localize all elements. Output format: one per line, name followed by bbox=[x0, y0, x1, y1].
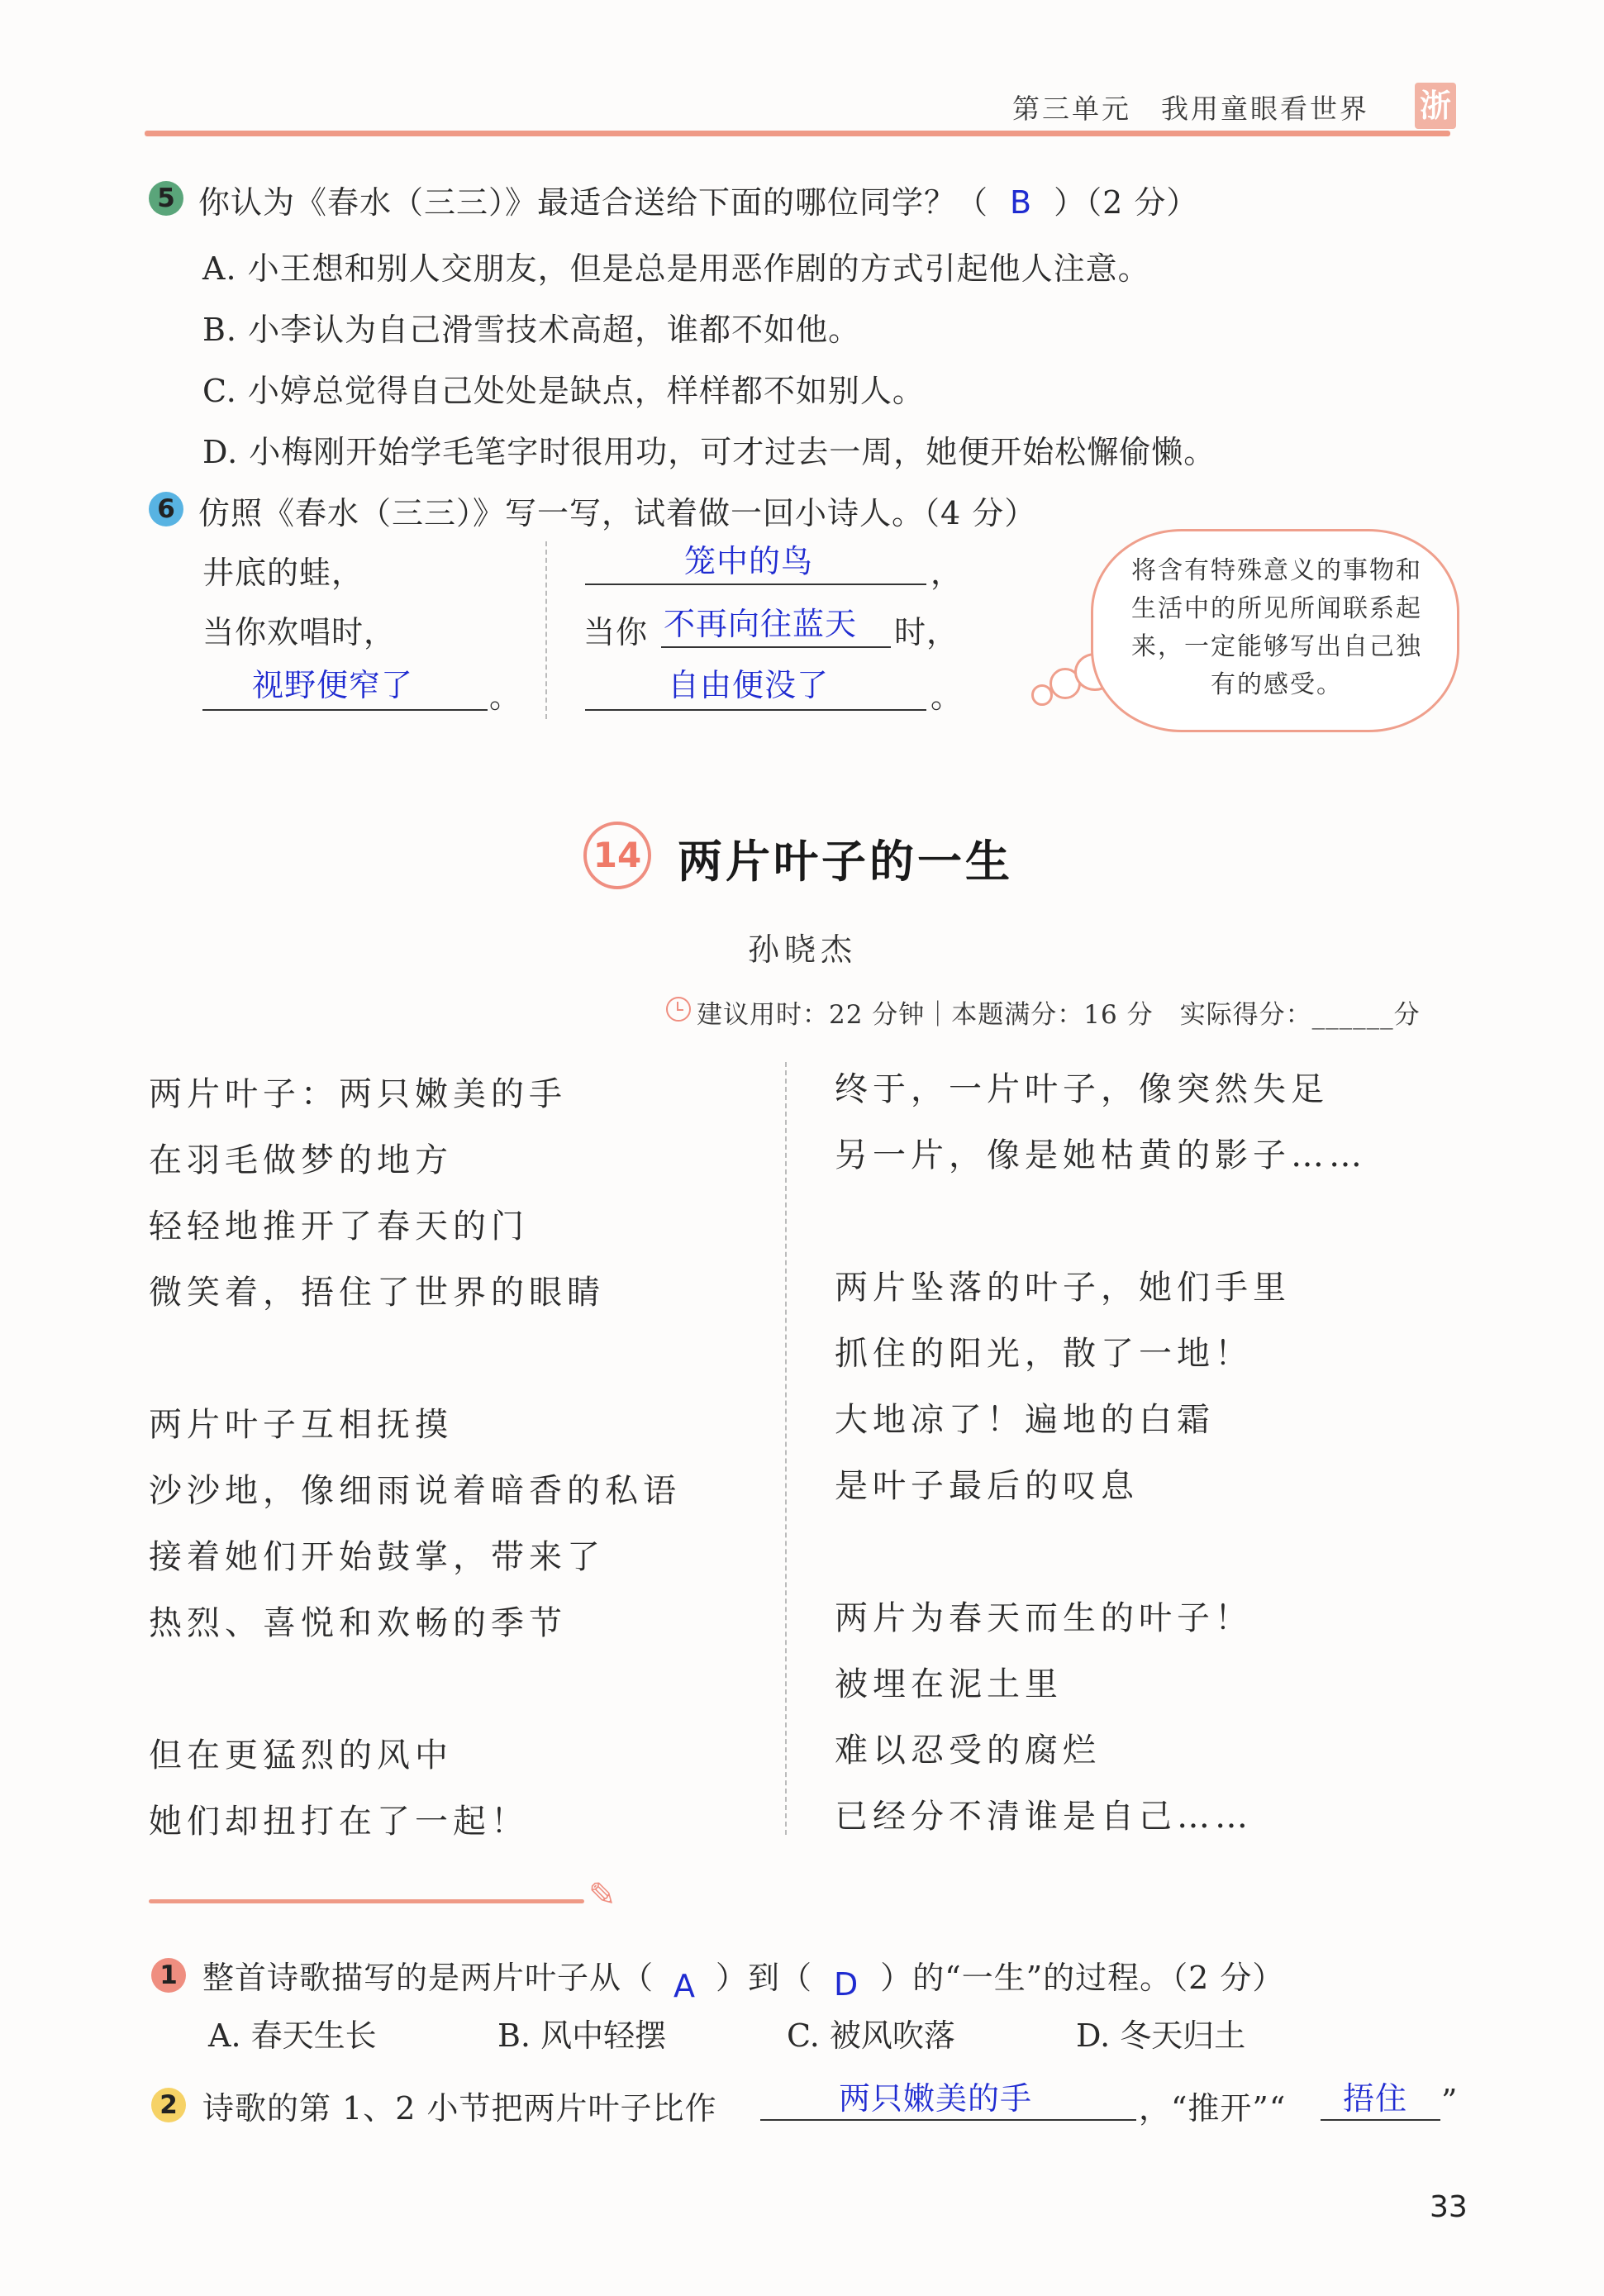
q2-answer-1: 两只嫩美的手 bbox=[839, 2080, 1033, 2117]
q1-option-c: C. 被风吹落 bbox=[787, 2017, 955, 2054]
poem-line: 在羽毛做梦的地方 bbox=[149, 1141, 453, 1179]
q5-tail: ）（2 分） bbox=[1054, 184, 1199, 221]
q6-right-answer2: 不再向往蓝天 bbox=[664, 606, 858, 642]
poem-line: 热烈、喜悦和欢畅的季节 bbox=[149, 1604, 567, 1642]
lesson-title: 两片叶子的一生 bbox=[678, 836, 1013, 888]
q6-divider bbox=[545, 541, 547, 719]
q6-right-suffix: 时， bbox=[894, 614, 959, 650]
poem-column-divider bbox=[785, 1062, 787, 1835]
page-number: 33 bbox=[1430, 2190, 1468, 2224]
q6-right-blank1 bbox=[585, 584, 926, 585]
poem-line: 大地凉了！遍地的白霜 bbox=[835, 1401, 1215, 1439]
header-rule bbox=[145, 131, 1450, 136]
poem-line: 她们却扭打在了一起！ bbox=[149, 1803, 529, 1841]
q1-option-a: A. 春天生长 bbox=[208, 2017, 377, 2054]
q6-right-blank3 bbox=[585, 709, 926, 711]
question-number-6: 6 bbox=[149, 492, 183, 526]
poem-line: 被埋在泥土里 bbox=[835, 1665, 1063, 1703]
province-badge: 浙 bbox=[1415, 83, 1456, 129]
q6-left-line1: 井底的蛙， bbox=[202, 555, 364, 591]
q5-option-c: C. 小婷总觉得自己处处是缺点，样样都不如别人。 bbox=[202, 373, 925, 409]
q6-right-prefix: 当你 bbox=[583, 614, 649, 650]
q6-left-answer: 视野便窄了 bbox=[252, 667, 414, 703]
q5-option-d: D. 小梅刚开始学毛笔字时很用功，可才过去一周，她便开始松懈偷懒。 bbox=[202, 434, 1216, 470]
pen-icon: ✎ bbox=[588, 1876, 616, 1914]
lesson-number-badge: 14 bbox=[583, 822, 651, 889]
q5-option-a: A. 小王想和别人交朋友，但是总是用恶作剧的方式引起他人注意。 bbox=[202, 250, 1150, 287]
poem-line: 抓住的阳光，散了一地！ bbox=[835, 1335, 1253, 1373]
q6-left-period: 。 bbox=[489, 679, 522, 715]
q2-mid: ，“推开”“ bbox=[1139, 2090, 1287, 2127]
q5-stem bbox=[198, 177, 1198, 222]
q1-option-b: B. 风中轻摆 bbox=[497, 2017, 667, 2054]
q1-stem-c: ）的“一生”的过程。（2 分） bbox=[880, 1960, 1285, 1996]
q5-answer: B bbox=[1010, 184, 1033, 221]
clock-icon bbox=[666, 997, 691, 1022]
lesson-author: 孙晓杰 bbox=[748, 931, 858, 968]
poem-line: 沙沙地，像细雨说着暗香的私语 bbox=[149, 1472, 681, 1510]
q5-stem-text: 你认为《春水（三三）》最适合送给下面的哪位同学？（ bbox=[198, 184, 989, 221]
poem-line: 是叶子最后的叹息 bbox=[835, 1467, 1139, 1505]
q1-stem-b: ）到（ bbox=[716, 1960, 813, 1996]
poem-line: 两片坠落的叶子，她们手里 bbox=[835, 1269, 1291, 1307]
q2-answer-2: 捂住 bbox=[1343, 2080, 1408, 2117]
q6-left-blank bbox=[202, 709, 488, 711]
q1-answer-b: D bbox=[834, 1966, 859, 2003]
q6-right-comma: ， bbox=[931, 555, 964, 591]
unit-header: 第三单元 我用童眼看世界 bbox=[1012, 93, 1369, 125]
q2-blank-2 bbox=[1321, 2119, 1440, 2121]
poem-line: 另一片，像是她枯黄的影子…… bbox=[835, 1136, 1367, 1174]
q2-stem: 诗歌的第 1、2 小节把两片叶子比作 bbox=[202, 2090, 717, 2127]
q5-option-b: B. 小李认为自己滑雪技术高超，谁都不如他。 bbox=[202, 312, 861, 348]
poem-line: 难以忍受的腐烂 bbox=[835, 1732, 1101, 1770]
poem-line: 两片叶子：两只嫩美的手 bbox=[149, 1075, 567, 1113]
q1-stem-a: 整首诗歌描写的是两片叶子从（ bbox=[202, 1960, 654, 1996]
poem-line: 轻轻地推开了春天的门 bbox=[149, 1208, 529, 1246]
poem-line: 两片为春天而生的叶子！ bbox=[835, 1599, 1253, 1637]
exercise-divider bbox=[149, 1899, 584, 1903]
q6-right-answer1: 笼中的鸟 bbox=[684, 543, 814, 579]
q6-right-answer3: 自由便没了 bbox=[668, 667, 830, 703]
q1-option-d: D. 冬天归土 bbox=[1076, 2017, 1246, 2054]
question-number-1: 1 bbox=[151, 1958, 186, 1993]
poem-line: 两片叶子互相抚摸 bbox=[149, 1406, 453, 1444]
q1-stem bbox=[202, 1952, 1285, 2004]
q6-right-blank2 bbox=[661, 646, 891, 648]
q6-stem: 仿照《春水（三三）》写一写，试着做一回小诗人。（4 分） bbox=[198, 495, 1037, 531]
poem-line: 接着她们开始鼓掌，带来了 bbox=[149, 1538, 605, 1576]
tip-text: 将含有特殊意义的事物和生活中的所见所闻联系起来，一定能够写出自己独有的感受。 bbox=[1131, 556, 1422, 699]
q2-end: ” bbox=[1441, 2083, 1459, 2119]
poem-line: 微笑着，捂住了世界的眼睛 bbox=[149, 1274, 605, 1312]
poem-line: 终于，一片叶子，像突然失足 bbox=[835, 1070, 1329, 1108]
question-number-5: 5 bbox=[149, 181, 183, 216]
poem-line: 已经分不清谁是自己…… bbox=[835, 1798, 1253, 1836]
q1-answer-a: A bbox=[673, 1968, 697, 2004]
q6-right-period: 。 bbox=[931, 679, 964, 715]
q6-left-line2: 当你欢唱时， bbox=[202, 614, 397, 650]
q2-blank-1 bbox=[760, 2119, 1136, 2121]
question-number-2: 2 bbox=[151, 2088, 186, 2122]
lesson-timing: 建议用时：22 分钟｜本题满分：16 分 实际得分：______分 bbox=[697, 1000, 1421, 1030]
poem-line: 但在更猛烈的风中 bbox=[149, 1736, 453, 1774]
